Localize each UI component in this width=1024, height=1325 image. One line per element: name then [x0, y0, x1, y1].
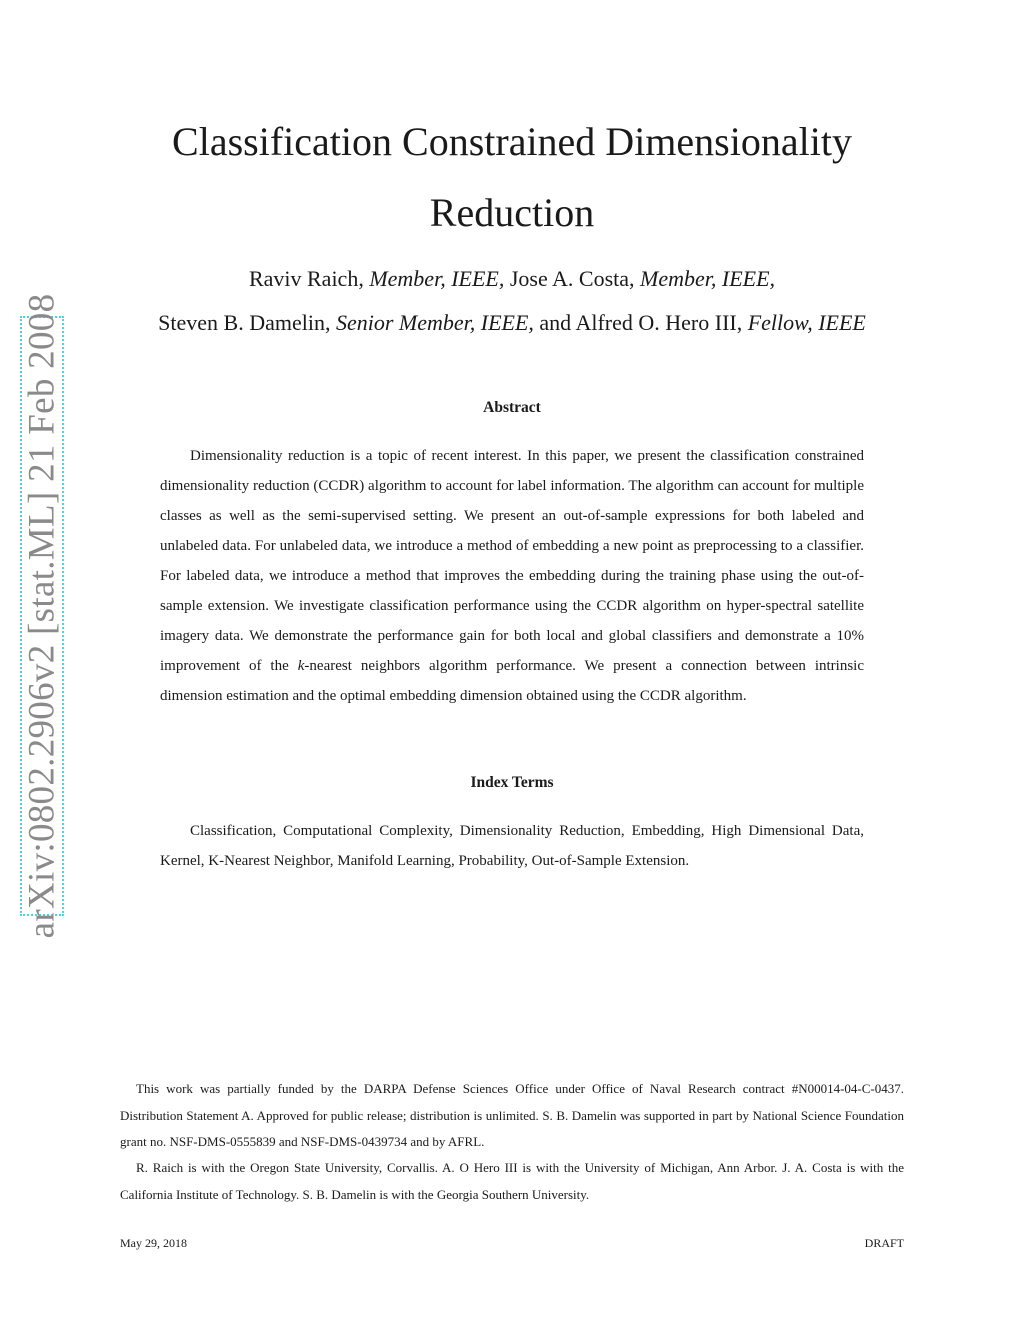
- footer-date: May 29, 2018: [120, 1236, 187, 1250]
- author-name: Raviv Raich,: [248, 266, 370, 291]
- funding-footnote: This work was partially funded by the DARPA Defense Sciences Office under Office of Naval Research contract #N00014-04-C-0437. Distribution Statement A. Approved for public release; distribution is unlimited. S. B. Damelin was supported in part by National Science Foundation grant no. NSF-DMS-0555839 and NSF-DMS-0439734 and by AFRL.: [120, 1081, 904, 1149]
- author-role: Member, IEEE,: [369, 266, 505, 291]
- author-role: Fellow, IEEE: [747, 310, 866, 335]
- paper-title-line-2: Reduction: [429, 190, 595, 235]
- author-name: Jose A. Costa,: [504, 266, 641, 291]
- author-role: Senior Member, IEEE,: [335, 310, 534, 335]
- abstract-k-variable: k: [297, 658, 305, 674]
- abstract-text: -nearest neighbors algorithm performance. We present a connection between intrinsic dimension estimation and the optimal embedding dimension obtained using the CCDR algorithm.: [160, 658, 864, 704]
- author-role: Member, IEEE,: [640, 266, 776, 291]
- authors-line-2: [0, 312, 1024, 334]
- abstract-text: Dimensionality reduction is a topic of recent interest. In this paper, we present the classification constrained dimensionality reduction (CCDR) algorithm to account for label information. The algorithm can account for multiple classes as well as the semi-supervised setting. We present an out-of-sample expressions for both labeled and unlabeled data. For unlabeled data, we introduce a method of embedding a new point as preprocessing to a classifier. For labeled data, we introduce a method that improves the embedding during the training phase using the out-of-sample extension. We investigate classification performance using the CCDR algorithm on hyper-spectral satellite imagery data. We demonstrate the performance gain for both local and global classifiers and demonstrate a: [160, 448, 864, 644]
- footer-draft-label: DRAFT: [864, 1236, 904, 1250]
- abstract-paragraph: [160, 441, 864, 711]
- index-terms-heading: Index Terms: [470, 774, 554, 791]
- abstract-text: improvement of the: [160, 658, 298, 674]
- abstract-percent: 10%: [836, 628, 864, 644]
- author-name: Steven B. Damelin,: [158, 310, 336, 335]
- affiliations-footnote: R. Raich is with the Oregon State University, Corvallis. A. O Hero III is with the University of Michigan, Ann Arbor. J. A. Costa is with the California Institute of Technology. S. B. Damelin is with the Georgia Southern University.: [120, 1160, 904, 1202]
- author-name: and Alfred O. Hero III,: [533, 310, 748, 335]
- abstract-heading: Abstract: [483, 399, 541, 416]
- authors-line-1: [0, 268, 1024, 290]
- index-terms-paragraph: Classification, Computational Complexity, Dimensionality Reduction, Embedding, High Dimensional Data, Kernel, K-Nearest Neighbor, Manifold Learning, Probability, Out-of-Sample Extension.: [160, 823, 864, 869]
- arxiv-stamp: arXiv:0802.2906v2 [stat.ML] 21 Feb 2008: [21, 293, 63, 939]
- paper-title-line-1: Classification Constrained Dimensionality: [172, 119, 852, 164]
